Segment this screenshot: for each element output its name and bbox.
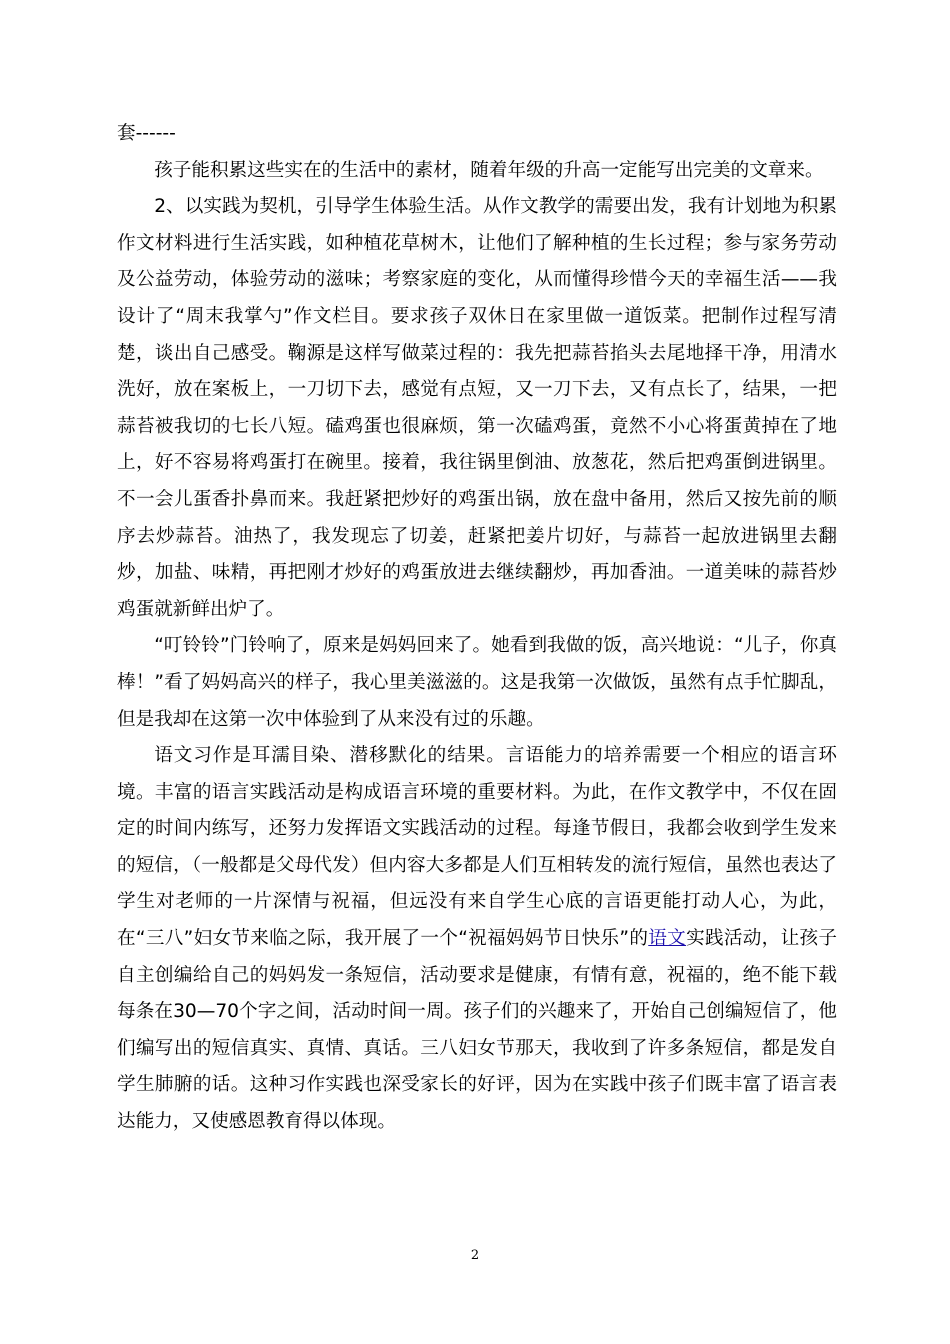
paragraph-4-text-before-link: 语文习作是耳濡目染、潜移默化的结果。言语能力的培养需要一个相应的语言环境。丰富的语言实践活动是构成语言环境的重要材料。为此，在作文教学中，不仅在固定的时间内练写，还努力发挥语文实践活动的过程。每逢节假日，我都会收到学生发来的短信，（一般都是父母代发）但内容大多都是人们互相转发的流行短信，虽然也表达了学生对老师的一片深情与祝福，但远没有来自学生心底的言语更能打动人心，为此，在“三八”妇女节来临之际，我开展了一个“祝福妈妈节日快乐”的	[117, 745, 837, 950]
paragraph-4	[117, 738, 837, 1141]
paragraph-2: 2、以实践为契机，引导学生体验生活。从作文教学的需要出发，我有计划地为积累作文材料进行生活实践，如种植花草树木，让他们了解种植的生长过程；参与家务劳动及公益劳动，体验劳动的滋味；考察家庭的变化，从而懂得珍惜今天的幸福生活——我设计了“周末我掌勺”作文栏目。要求孩子双休日在家里做一道饭菜。把制作过程写清楚，谈出自己感受。鞠源是这样写做菜过程的：我先把蒜苔掐头去尾地择干净，用清水洗好，放在案板上，一刀切下去，感觉有点短，又一刀下去，又有点长了，结果，一把蒜苔被我切的七长八短。磕鸡蛋也很麻烦，第一次磕鸡蛋，竟然不小心将蛋黄掉在了地上，好不容易将鸡蛋打在碗里。接着，我往锅里倒油、放葱花，然后把鸡蛋倒进锅里。不一会儿蛋香扑鼻而来。我赶紧把炒好的鸡蛋出锅，放在盘中备用，然后又按先前的顺序去炒蒜苔。油热了，我发现忘了切姜，赶紧把姜片切好，与蒜苔一起放进锅里去翻炒，加盐、味精，再把刚才炒好的鸡蛋放进去继续翻炒，再加香油。一道美味的蒜苔炒鸡蛋就新鲜出炉了。	[117, 196, 837, 620]
paragraph-continuation: 套------	[117, 123, 176, 144]
document-body	[117, 116, 837, 1141]
paragraph-1: 孩子能积累这些实在的生活中的素材，随着年级的升高一定能写出完美的文章来。	[154, 159, 824, 181]
hyperlink-yuwen[interactable]: 语文	[648, 928, 687, 950]
page-number: 2	[470, 1248, 480, 1263]
paragraph-3: “叮铃铃”门铃响了，原来是妈妈回来了。她看到我做的饭，高兴地说：“儿子，你真棒！”看了妈妈高兴的样子，我心里美滋滋的。这是我第一次做饭，虽然有点手忙脚乱，但是我却在这第一次中体验到了从来没有过的乐趣。	[117, 635, 837, 730]
paragraph-4-text-after-link: 实践活动，让孩子自主创编给自己的妈妈发一条短信，活动要求是健康，有情有意，祝福的，绝不能下载每条在30—70个字之间，活动时间一周。孩子们的兴趣来了，开始自己创编短信了，他们编写出的短信真实、真情、真话。三八妇女节那天，我收到了许多条短信，都是发自学生肺腑的话。这种习作实践也深受家长的好评，因为在实践中孩子们既丰富了语言表达能力，又使感恩教育得以体现。	[117, 928, 837, 1133]
